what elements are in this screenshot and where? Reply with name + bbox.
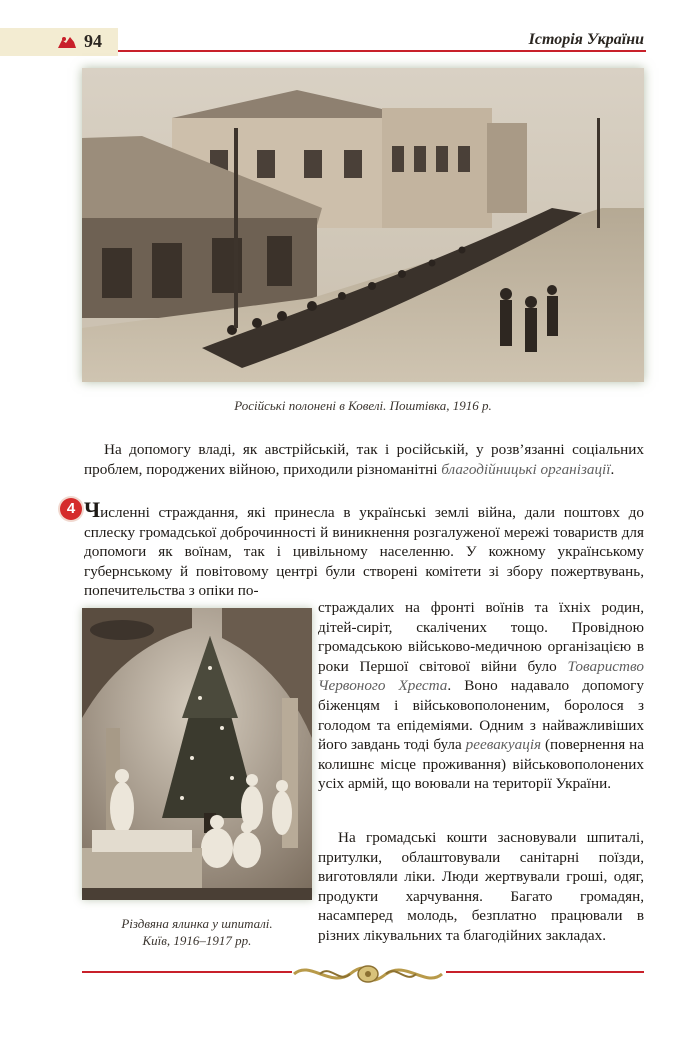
term-reevacuation: реевакуація [465,736,542,754]
paragraph-charity-intro [84,440,644,479]
paragraph-text-b: . Воно надавало допомогу біженцям і військовополоненим, боролося з голодом та епідеміями. Одним з найважливіших його завдань тоді була [318,677,644,754]
paragraph-text-c: (повернення на колишнє місце проживання) військовополонених усіх армій, що воювали на території України. [318,736,645,793]
term-red-cross: Товариство Червоного Хреста [318,657,644,695]
paragraph-text: На допомогу владі, як австрійській, так і російській, у розв’язанні соціальних проблем, породжених війною, приходили різноманітні [84,441,644,478]
paragraph-red-cross [318,598,644,794]
footer-rule-right [446,971,644,973]
paragraph-end: . [610,460,615,478]
term-charity-organizations: благодійницькі організації [441,460,611,478]
caption-line-2: Київ, 1916–1917 рр. [142,933,252,948]
section-number-badge: 4 [60,498,82,520]
ornament-scroll-icon [290,958,446,990]
paragraph-text: исленні страждання, які принесла в українські землі війна, дали поштовх до сплеску громадської доброчинності й виникнення розгалуженої мережі товариств для допомоги як воїнам, так і цивільному населенню. У кожному українському губернському й повітовому центрі були створені комітети зі збору пожертвувань, попечительства з опіки по- [84,504,644,600]
paragraph-public-funds: На громадські кошти засновували шпиталі, притулки, облаштовували санітарні поїзди, виготовляли ліки. Люди жертвували гроші, одяг, продукти харчування. Багато громадян, насамперед молодь, безплатно працювали в різних лікувальних та благодійних закладах. [318,829,644,944]
paragraph-section-4 [84,497,644,601]
hand-pointer-icon [56,34,78,52]
caption-line-1: Різдвяна ялинка у шпиталі. [121,916,273,931]
header-rule [118,50,646,52]
book-title: Історія України [528,31,644,48]
drop-cap-letter: Ч [84,497,101,522]
figure-caption-side [82,915,312,949]
page-number: 94 [84,31,102,51]
photo-christmas-tree-hospital [82,608,312,900]
paragraph-text-a: страждалих на фронті воїнів та їхніх родин, дітей-сиріт, скалічених тощо. Провідною громадською військово-медичною організацією в роки Першої світової війни було [318,599,644,675]
figure-caption-top: Російські полонені в Ковелі. Поштівка, 1916 р. [234,398,492,413]
footer-rule-left [82,971,292,973]
photo-prisoners-kovel [82,68,644,382]
